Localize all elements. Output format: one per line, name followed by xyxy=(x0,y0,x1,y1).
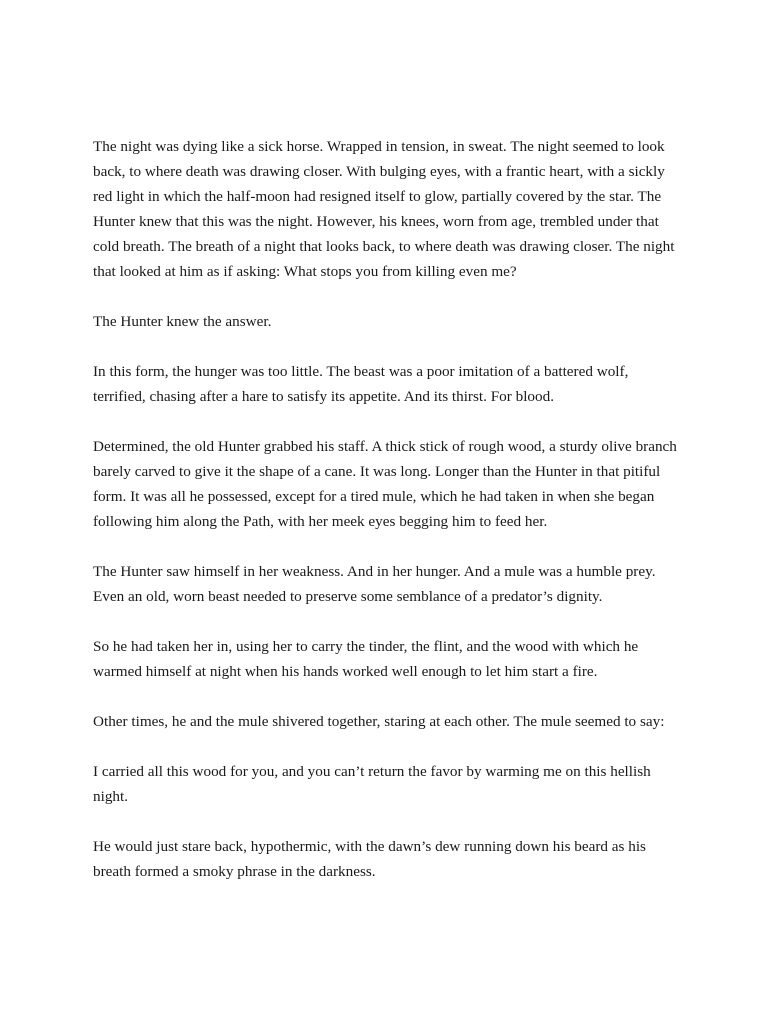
body-text xyxy=(93,134,678,909)
paragraph-4: Determined, the old Hunter grabbed his staff. A thick stick of rough wood, a sturdy olive branch barely carved to give it the shape of a cane. It was long. Longer than the Hunter in that pitiful form. It was all he possessed, except for a tired mule, which he had taken in when she began following him along the Path, with her meek eyes begging him to feed her. xyxy=(93,438,677,530)
paragraph-5: The Hunter saw himself in her weakness. And in her hunger. And a mule was a humble prey. Even an old, worn beast needed to preserve some semblance of a predator’s dignity. xyxy=(93,563,656,605)
paragraph-6: So he had taken her in, using her to carry the tinder, the flint, and the wood with which he warmed himself at night when his hands worked well enough to let him start a fire. xyxy=(93,638,639,680)
paragraph-1: The night was dying like a sick horse. Wrapped in tension, in sweat. The night seemed to look back, to where death was drawing closer. With bulging eyes, with a frantic heart, with a sickly red light in which the half-moon had resigned itself to glow, partially covered by the star. The Hunter knew that this was the night. However, his knees, worn from age, trembled under that cold breath. The breath of a night that looks back, to where death was drawing closer. The night that looked at him as if asking: What stops you from killing even me? xyxy=(93,138,675,280)
paragraph-9: He would just stare back, hypothermic, with the dawn’s dew running down his beard as his breath formed a smoky phrase in the darkness. xyxy=(93,838,646,880)
paragraph-7: Other times, he and the mule shivered together, staring at each other. The mule seemed to say: xyxy=(93,713,665,730)
paragraph-3: In this form, the hunger was too little. The beast was a poor imitation of a battered wolf, terrified, chasing after a hare to satisfy its appetite. And its thirst. For blood. xyxy=(93,363,629,405)
paragraph-8: I carried all this wood for you, and you can’t return the favor by warming me on this hellish night. xyxy=(93,763,651,805)
paragraph-2: The Hunter knew the answer. xyxy=(93,313,272,330)
